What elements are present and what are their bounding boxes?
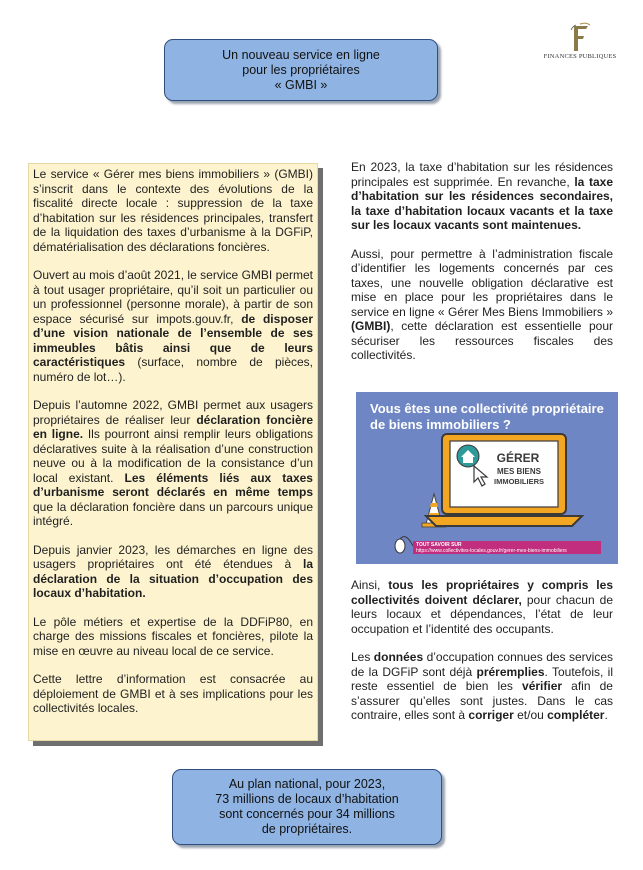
right-column-top [351,160,613,377]
right-paragraph-1: En 2023, la taxe d’habitation sur les résidences principales est supprimée. En revanche, la taxe d’habitation sur les résidences secondaires, la taxe d’habitation locaux vacants et la taxe sur les locaux vacants sont maintenues. [351,160,614,232]
title-line-1: Un nouveau service en ligne [222,47,380,62]
stats-line-3: sont concernés pour 34 millions [219,807,395,821]
title-box [164,39,438,101]
title-line-3: « GMBI » [274,77,328,92]
stats-line-2: 73 millions de locaux d’habitation [215,792,399,806]
right-paragraph-2: Aussi, pour permettre à l’administration fiscale d’identifier les logements concernés par ces taxes, une nouvelle obligation déclarative est mise en place pour les propriétaires dans le service en ligne « Gérer Mes Biens Immobiliers » (GMBI), cette déclaration est essentielle pour sécuriser les ressources fiscales des collectivités. [351,246,613,362]
promo-link-heading: TOUT SAVOIR SUR [416,542,462,548]
finances-publiques-logo [538,22,622,62]
stats-line-4: de propriétaires. [261,822,353,836]
marianne-f-icon [538,22,622,54]
promo-link-url[interactable]: https://www.collectivites-locales.gouv.fr/gerer-mes-biens-immobiliers [416,548,567,554]
right-column-bottom [351,578,613,737]
left-paragraph-6: Cette lettre d’information est consacrée au déploiement de GMBI et à ses implications pour les collectivités locales. [33,672,313,715]
title-line-2: pour les propriétaires [242,62,360,77]
left-paragraph-5: Le pôle métiers et expertise de la DDFiP80, en charge des missions fiscales et foncières, pilote la mise en œuvre au niveau local de ce service. [33,614,313,658]
stats-line-1: Au plan national, pour 2023, [228,777,386,791]
screen-label-gerer: GÉRER [496,451,540,465]
promo-title: Vous êtes une collectivité propriétaire de biens immobiliers ? [370,401,604,432]
screen-label-immobiliers: IMMOBILIERS [494,477,544,486]
national-stats-box [172,769,442,845]
left-paragraph-1: Le service « Gérer mes biens immobiliers » (GMBI) s’inscrit dans le contexte des évolutions de la fiscalité directe locale : suppression de la taxe d’habitation sur les résidences principales, transfert de la liquidation des taxes d’urbanisme à la DGFiP, dématérialisation des déclarations foncières. [33,167,313,254]
promo-link-box[interactable] [413,541,601,554]
left-paragraph-2: Ouvert au mois d’août 2021, le service GMBI permet à tout usager propriétaire, qu’il soit un particulier ou un professionnel (personne morale), à partir de son espace sécurisé sur impots.gouv.fr, de disposer d’une vision nationale de l’ensemble de ses immeubles bâtis ainsi que de leurs caractéristiques (surface, nombre de pièces, numéro de lot…). [33,268,313,384]
right-paragraph-3: Ainsi, tous les propriétaires y compris les collectivités doivent déclarer, pour chacun de leurs locaux et dépendances, l’état de leur occupation et l’identité des occupants. [351,578,613,636]
gmbi-promo-banner [356,392,618,564]
logo-text: FINANCES PUBLIQUES [543,53,617,60]
left-info-panel [28,163,318,741]
left-paragraph-3: Depuis l’automne 2022, GMBI permet aux usagers propriétaires de réaliser leur déclaration foncière en ligne. Ils pourront ainsi remplir leurs obligations déclaratives suite à la réalisation d’une construction neuve ou à la modification de la consistance d’un local existant. Les éléments liés aux taxes d’urbanisme seront déclarés en même temps que la déclaration foncière dans un parcours unique intégré. [33,398,313,528]
right-paragraph-4: Les données d’occupation connues des services de la DGFiP sont déjà préremplies. Toutefois, il reste essentiel de bien les vérifier afin de s’assurer qu’elles sont justes. Dans le cas contraire, elles sont à corriger et/ou compléter. [351,650,613,722]
left-paragraph-4: Depuis janvier 2023, les démarches en ligne des usagers propriétaires ont été étendues à la déclaration de la situation d’occupation des locaux d’habitation. [33,542,313,600]
screen-label-mes-biens: MES BIENS [496,467,541,476]
